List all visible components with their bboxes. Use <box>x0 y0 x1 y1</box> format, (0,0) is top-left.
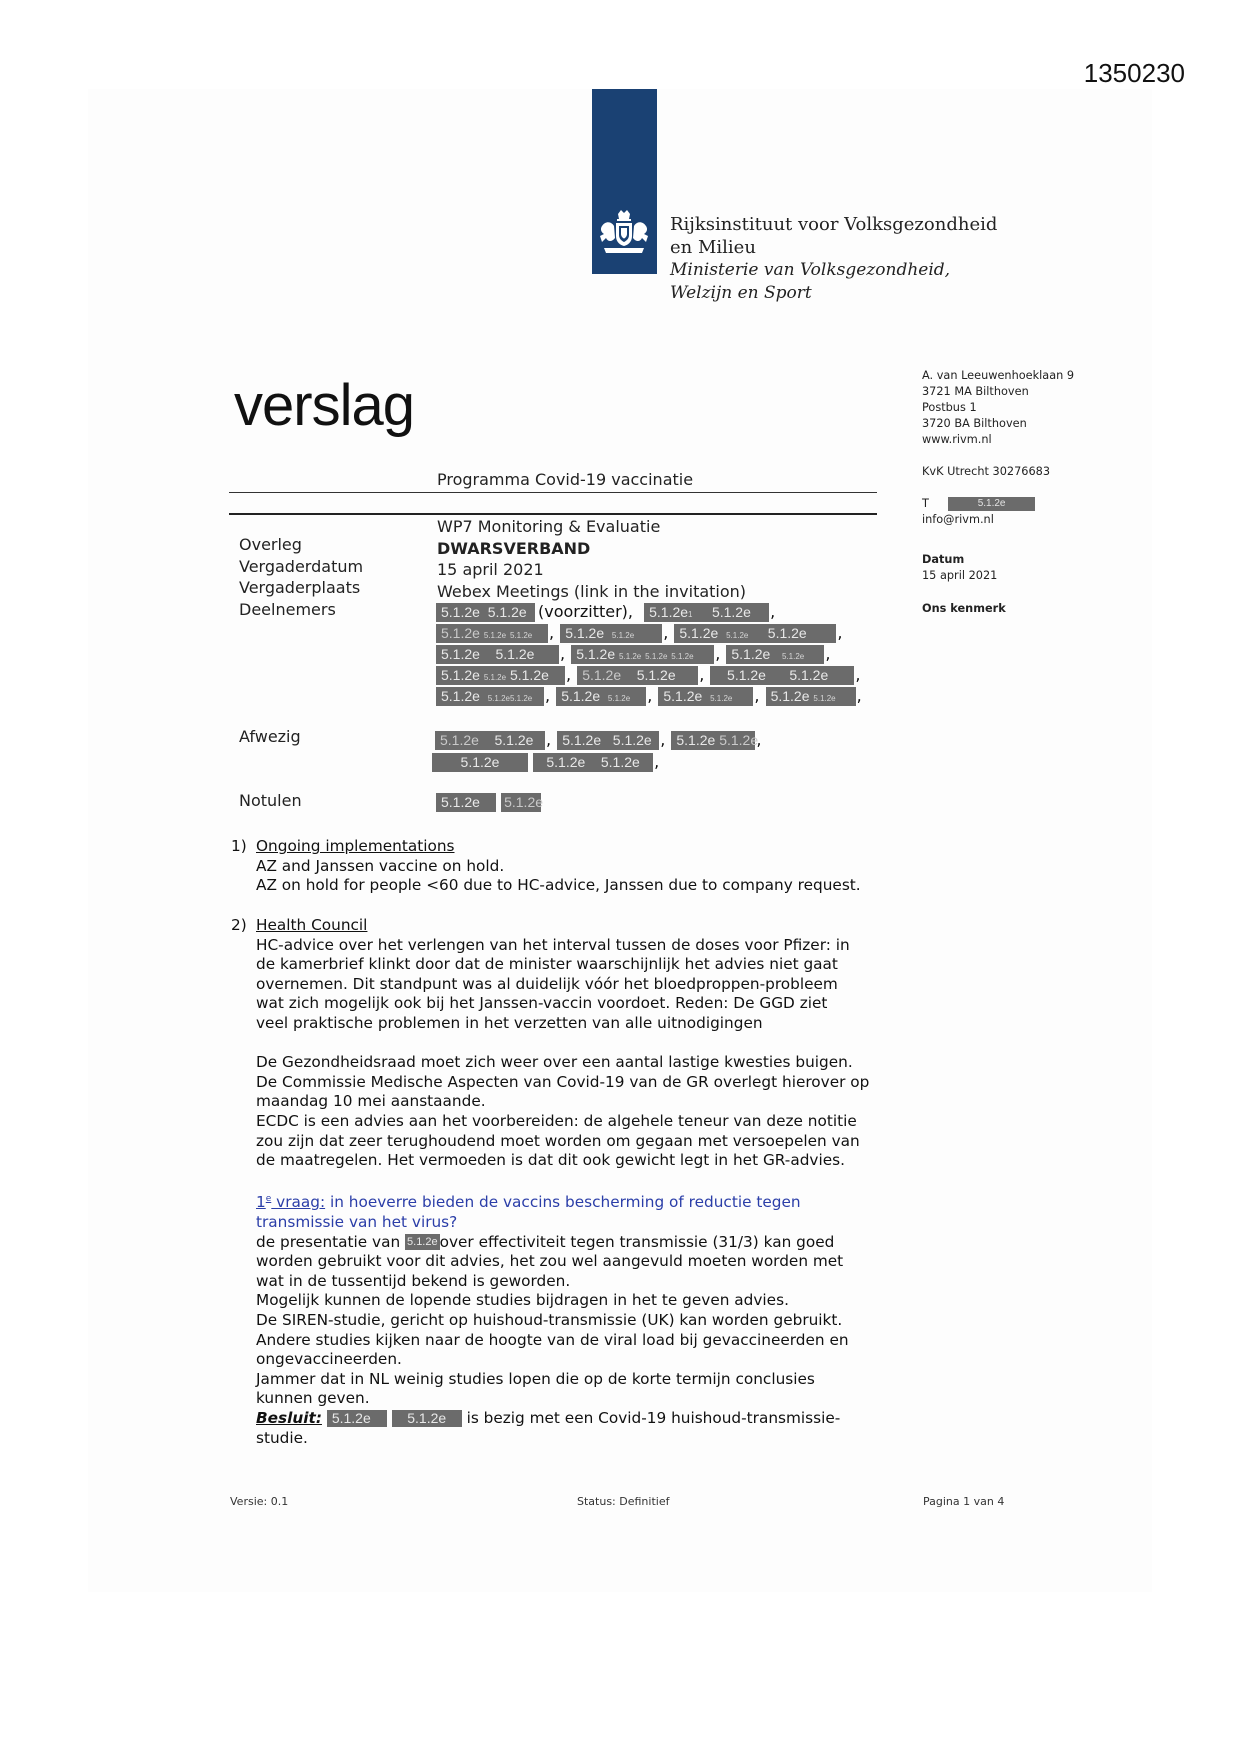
question-heading-line-2: transmissie van het virus? <box>256 1213 458 1231</box>
ministry-line-2: Welzijn en Sport <box>670 283 812 303</box>
phone-label: T <box>922 497 929 510</box>
redacted-phone: 5.1.2e <box>948 497 1035 511</box>
paragraph-line: wat zich mogelijk ook bij het Janssen-vaccin voordoet. Reden: De GGD ziet <box>256 994 828 1013</box>
minutes-taker <box>436 792 544 812</box>
paragraph-line: worden gebruikt voor dit advies, het zou wel aangevuld moeten worden met <box>256 1252 844 1271</box>
organization-name <box>670 213 997 305</box>
paragraph-line: Mogelijk kunnen de lopende studies bijdragen in het te geven advies. <box>256 1291 789 1310</box>
redacted-name: 5.1.2e <box>407 1236 438 1249</box>
footer-status: Status: Definitief <box>577 1495 670 1508</box>
chair-note: (voorzitter), <box>538 602 634 621</box>
redacted-name: 5.1.2e 5.1.2e <box>658 687 753 706</box>
paragraph-line: AZ and Janssen vaccine on hold. <box>256 856 505 875</box>
redacted-name: 5.1.2e 5.1.2e <box>533 753 653 772</box>
redacted-name: 5.1.2e <box>392 1410 462 1427</box>
divider-thick <box>229 513 877 515</box>
vergaderplaats-label: Vergaderplaats <box>239 578 361 597</box>
workpackage: WP7 Monitoring & Evaluatie <box>437 517 661 536</box>
participants-row: 5.1.2e 5.1.2e5.1.2e , 5.1.2e 5.1.2e , 5.1.2e 5.1.2e , 5.1.2e 5.1.2e , <box>436 685 863 706</box>
footer-page-number: Pagina 1 van 4 <box>923 1495 1005 1508</box>
paragraph-line: Andere studies kijken naar de hoogte van de viral load bij gevaccineerden en <box>256 1330 849 1349</box>
redacted-name: 5.1.2e1 5.1.2e <box>644 603 769 622</box>
redacted-name: 5.1.2e 5.1.2e 5.1.2e <box>436 624 548 643</box>
section-title: Health Council <box>256 916 368 934</box>
redacted-name: 5.1.2e 5.1.2e 5.1.2e 5.1.2e <box>571 645 714 664</box>
address-line: A. van Leeuwenhoeklaan 9 <box>922 369 1075 382</box>
redacted-name: 5.1.2e 5.1.2e <box>436 603 535 622</box>
participants-list <box>436 601 863 706</box>
address-line: 3721 MA Bilthoven <box>922 385 1029 398</box>
redacted-name: 5.1.2e 5.1.2e <box>436 645 559 664</box>
section-heading <box>231 837 931 857</box>
paragraph-line: Jammer dat in NL weinig studies lopen die op de korte termijn conclusies <box>256 1369 815 1388</box>
participants-row: 5.1.2e 5.1.2e 5.1.2e , 5.1.2e 5.1.2e , 5.1.2e 5.1.2e , <box>436 664 863 685</box>
absent-list <box>432 729 762 773</box>
program-name: Programma Covid-19 vaccinatie <box>437 470 694 489</box>
redacted-name: 5.1.2e 5.1.2e <box>577 666 698 685</box>
redacted-name: 5.1.2e 5.1.2e <box>556 687 646 706</box>
participants-row: 5.1.2e 5.1.2e (voorzitter), 5.1.2e1 5.1.2e , <box>436 601 863 622</box>
redacted-name: 5.1.2e 5.1.2e <box>557 731 659 750</box>
paragraph-line: wat in de tussentijd bekend is geworden. <box>256 1271 571 1290</box>
paragraph-line: HC-advice over het verlengen van het interval tussen de doses voor Pfizer: in <box>256 935 850 954</box>
meta-labels <box>239 534 363 620</box>
email-link[interactable]: info@rivm.nl <box>922 513 994 526</box>
redacted-name: 5.1.2e <box>436 793 496 812</box>
vergaderdatum-label: Vergaderdatum <box>239 556 364 576</box>
question-heading: 1e vraag: in hoeverre bieden de vaccins bescherming of reductie tegen <box>256 1193 801 1212</box>
org-line-2: en Milieu <box>670 237 756 258</box>
paragraph-line: studie. <box>256 1428 308 1447</box>
decision-line: Besluit: 5.1.2e 5.1.2e is bezig met een Covid-19 huishoud-transmissie- <box>256 1408 841 1427</box>
dutch-royal-crest-icon <box>596 208 652 260</box>
participants-row: 5.1.2e 5.1.2e 5.1.2e , 5.1.2e 5.1.2e , 5.1.2e 5.1.2e 5.1.2e , <box>436 622 863 643</box>
redacted-name: 5.1.2e 5.1.2e <box>671 731 755 750</box>
notulen-label: Notulen <box>239 791 302 810</box>
address-line: Postbus 1 <box>922 401 977 414</box>
redacted-name: 5.1.2e 5.1.2e <box>766 687 856 706</box>
redacted-name: 5.1.2e <box>432 753 528 772</box>
paragraph-line: de maatregelen. Het vermoeden is dat dit ook gewicht legt in het GR-advies. <box>256 1151 845 1170</box>
paragraph-line: De SIREN-studie, gericht op huishoud-transmissie (UK) kan worden gebruikt. <box>256 1310 843 1329</box>
paragraph-line: ECDC is een advies aan het voorbereiden: de algehele teneur van deze notitie <box>256 1111 857 1130</box>
redacted-name: 5.1.2e 5.1.2e5.1.2e <box>436 687 544 706</box>
vergaderplaats-value: Webex Meetings (link in the invitation) <box>437 581 747 601</box>
paragraph-line: de kamerbrief klinkt door dat de minister waarschijnlijk het advies niet gaat <box>256 955 838 974</box>
redacted-name: 5.1.2e 5.1.2e 5.1.2e <box>674 624 836 643</box>
document-title: verslag <box>234 373 414 438</box>
org-line-1: Rijksinstituut voor Volksgezondheid <box>670 214 998 235</box>
paragraph-line: de presentatie van 5.1.2e over effectiviteit tegen transmissie (31/3) kan goed <box>256 1232 835 1251</box>
paragraph-line: zou zijn dat zeer terughoudend moet worden om gegaan met versoepelen van <box>256 1131 860 1150</box>
section-health-council <box>231 916 931 1448</box>
document-number: 1350230 <box>1083 58 1185 88</box>
divider <box>229 492 877 493</box>
section-number: 2) <box>231 916 247 934</box>
datum-label: Datum <box>922 553 965 566</box>
redacted-name: 5.1.2e <box>327 1410 387 1427</box>
paragraph-line: De Commissie Medische Aspecten van Covid-19 van de GR overlegt hierover op <box>256 1072 870 1091</box>
phone-row <box>922 496 1074 512</box>
overleg-label: Overleg <box>239 535 302 554</box>
kvk-number: KvK Utrecht 30276683 <box>922 465 1051 478</box>
redacted-name: 5.1.2e 5.1.2e <box>435 731 545 750</box>
paragraph-line: veel praktische problemen in het verzetten van alle uitnodigingen <box>256 1013 763 1032</box>
afwezig-label: Afwezig <box>239 727 301 746</box>
sidebar-contact <box>922 368 1074 617</box>
absent-row: 5.1.2e 5.1.2e 5.1.2e , <box>432 751 762 773</box>
paragraph-line: kunnen geven. <box>256 1389 370 1408</box>
absent-row: 5.1.2e 5.1.2e , 5.1.2e 5.1.2e , 5.1.2e 5.1.2e, <box>432 729 762 751</box>
redacted-name: 5.1.2e 5.1.2e <box>710 666 854 685</box>
section-ongoing-implementations <box>231 837 931 896</box>
address-line: 3720 BA Bilthoven <box>922 417 1027 430</box>
paragraph-line: maandag 10 mei aanstaande. <box>256 1092 486 1111</box>
datum-value: 15 april 2021 <box>922 569 998 582</box>
footer-version: Versie: 0.1 <box>230 1495 289 1508</box>
participants-row: 5.1.2e 5.1.2e , 5.1.2e 5.1.2e 5.1.2e 5.1.2e , 5.1.2e 5.1.2e , <box>436 643 863 664</box>
paragraph-line: ongevaccineerden. <box>256 1350 402 1369</box>
meta-values <box>437 516 746 602</box>
section-number: 1) <box>231 837 247 855</box>
paragraph-line: overnemen. Dit standpunt was al duidelijk vóór het bloedproppen-probleem <box>256 974 838 993</box>
ministry-line-1: Ministerie van Volksgezondheid, <box>670 260 951 280</box>
redacted-name: 5.1.2e 5.1.2e <box>560 624 662 643</box>
overleg-value: DWARSVERBAND <box>437 538 591 558</box>
section-heading <box>231 916 931 936</box>
kenmerk-label: Ons kenmerk <box>922 602 1006 615</box>
redacted-name: 5.1.2e 5.1.2e <box>726 645 824 664</box>
section-title: Ongoing implementations <box>256 837 455 855</box>
paragraph-line: De Gezondheidsraad moet zich weer over een aantal lastige kwesties buigen. <box>256 1053 853 1072</box>
paragraph-line: AZ on hold for people <60 due to HC-advice, Janssen due to company request. <box>256 876 861 895</box>
website-link[interactable]: www.rivm.nl <box>922 433 992 446</box>
redacted-name: 5.1.2e 5.1.2e 5.1.2e <box>436 666 565 685</box>
deelnemers-label: Deelnemers <box>239 599 336 619</box>
redacted-name: 5.1.2e <box>501 793 541 812</box>
vergaderdatum-value: 15 april 2021 <box>437 560 544 579</box>
decision-label: Besluit: <box>256 1408 322 1427</box>
